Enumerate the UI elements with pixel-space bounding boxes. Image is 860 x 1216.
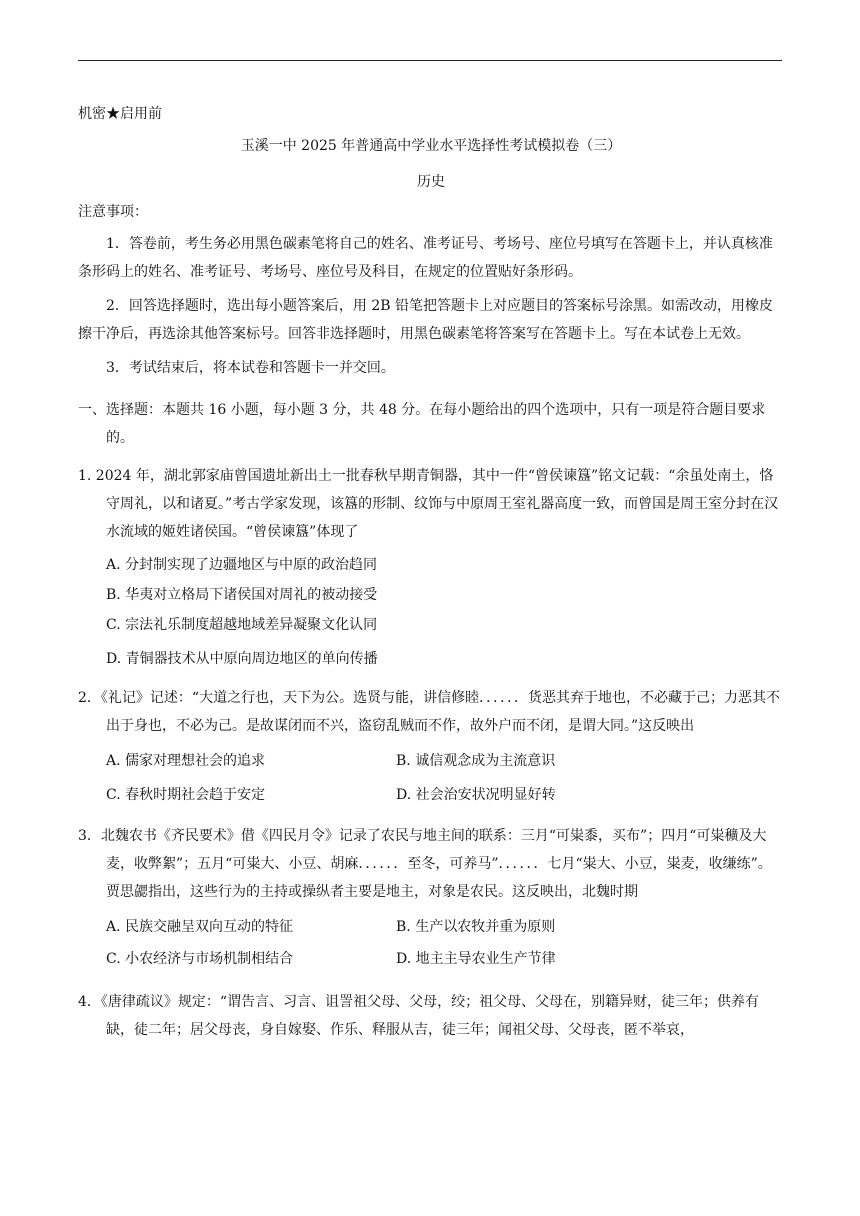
option-b: B. 生产以农牧并重为原则 <box>396 919 556 935</box>
section-heading: 一、选择题：本题共 16 小题，每小题 3 分，共 48 分。在每小题给出的四个选项中，只有一项是符合题目要求的。 <box>78 402 766 446</box>
option-b: B. 诚信观念成为主流意识 <box>396 753 556 769</box>
option-c: C. 春秋时期社会趋于安定 <box>106 787 266 803</box>
option-a: A. 儒家对理想社会的追求 <box>106 753 266 769</box>
question-options <box>78 550 784 674</box>
question-stem: 4．《唐律疏议》规定：“谓告言、习言、诅詈祖父母、父母，绞；祖父母、父母在，别籍异财，徒三年；供养有缺，徒二年；居父母丧，身自嫁娶、作乐、释服从吉，徒三年；闻祖父母、父母丧，匿不举哀， <box>78 994 760 1038</box>
question-options <box>78 744 784 812</box>
top-rule <box>78 60 782 61</box>
question-options <box>78 910 784 974</box>
confidential-label: 机密★启用前 <box>78 106 162 122</box>
exam-title: 玉溪一中 2025 年普通高中学业水平选择性考试模拟卷（三） <box>240 138 622 154</box>
option-c: C. 宗法礼乐制度超越地域差异凝聚文化认同 <box>106 617 378 633</box>
option-b: B. 华夷对立格局下诸侯国对周礼的被动接受 <box>106 587 378 603</box>
question-stem: 2．《礼记》记述：“大道之行也，天下为公。选贤与能，讲信修睦．．．．．．货恶其弃于地也，不必藏于己；力恶其不出于身也，不必为己。是故谋闭而不兴，盗窃乱贼而不作，故外户而不闭，是谓大同。”这反映出 <box>78 690 781 734</box>
notice-item: 2．回答选择题时，选出每小题答案后，用 2B 铅笔把答题卡上对应题目的答案标号涂黑。如需改动，用橡皮擦干净后，再选涂其他答案标号。回答非选择题时，用黑色碳素笔将答案写在答题卡上。写在本试卷上无效。 <box>78 298 774 342</box>
notice-title: 注意事项： <box>78 204 148 220</box>
notice-item: 3．考试结束后，将本试卷和答题卡一并交回。 <box>106 360 395 376</box>
notice-item: 1．答卷前，考生务必用黑色碳素笔将自己的姓名、准考证号、考场号、座位号填写在答题卡上，并认真核准条形码上的姓名、准考证号、考场号、座位号及科目，在规定的位置贴好条形码。 <box>78 236 773 280</box>
option-d: D. 社会治安状况明显好转 <box>396 787 556 803</box>
option-d: D. 青铜器技术从中原向周边地区的单向传播 <box>106 651 378 667</box>
question-stem: 3．北魏农书《齐民要术》借《四民月令》记录了农民与地主间的联系：三月“可粜黍，买布”；四月“可粜穬及大麦，收弊絮”；五月“可粜大、小豆、胡麻．．．．．．至冬，可养马”．．．．．．七月“粜大、小豆，粜麦，收缣练”。贾思勰指出，这些行为的主持或操纵者主要是地主，对象是农民。这反映出，北魏时期 <box>78 828 772 900</box>
option-c: C. 小农经济与市场机制相结合 <box>106 951 294 967</box>
option-a: A. 民族交融呈双向互动的特征 <box>106 919 294 935</box>
option-a: A. 分封制实现了边疆地区与中原的政治趋同 <box>106 557 378 573</box>
option-d: D. 地主主导农业生产节律 <box>396 951 556 967</box>
question-stem: 1. 2024 年，湖北郭家庙曾国遗址新出土一批春秋早期青铜器，其中一件“曾侯谏簋”铭文记载：“余虽处南土，恪守周礼，以和诸夏。”考古学家发现，该簋的形制、纹饰与中原周王室礼器高度一致，而曾国是周王室分封在汉水流域的姬姓诸侯国。“曾侯谏簋”体现了 <box>78 468 779 540</box>
document-body <box>78 102 784 1044</box>
subject-title: 历史 <box>417 174 445 190</box>
